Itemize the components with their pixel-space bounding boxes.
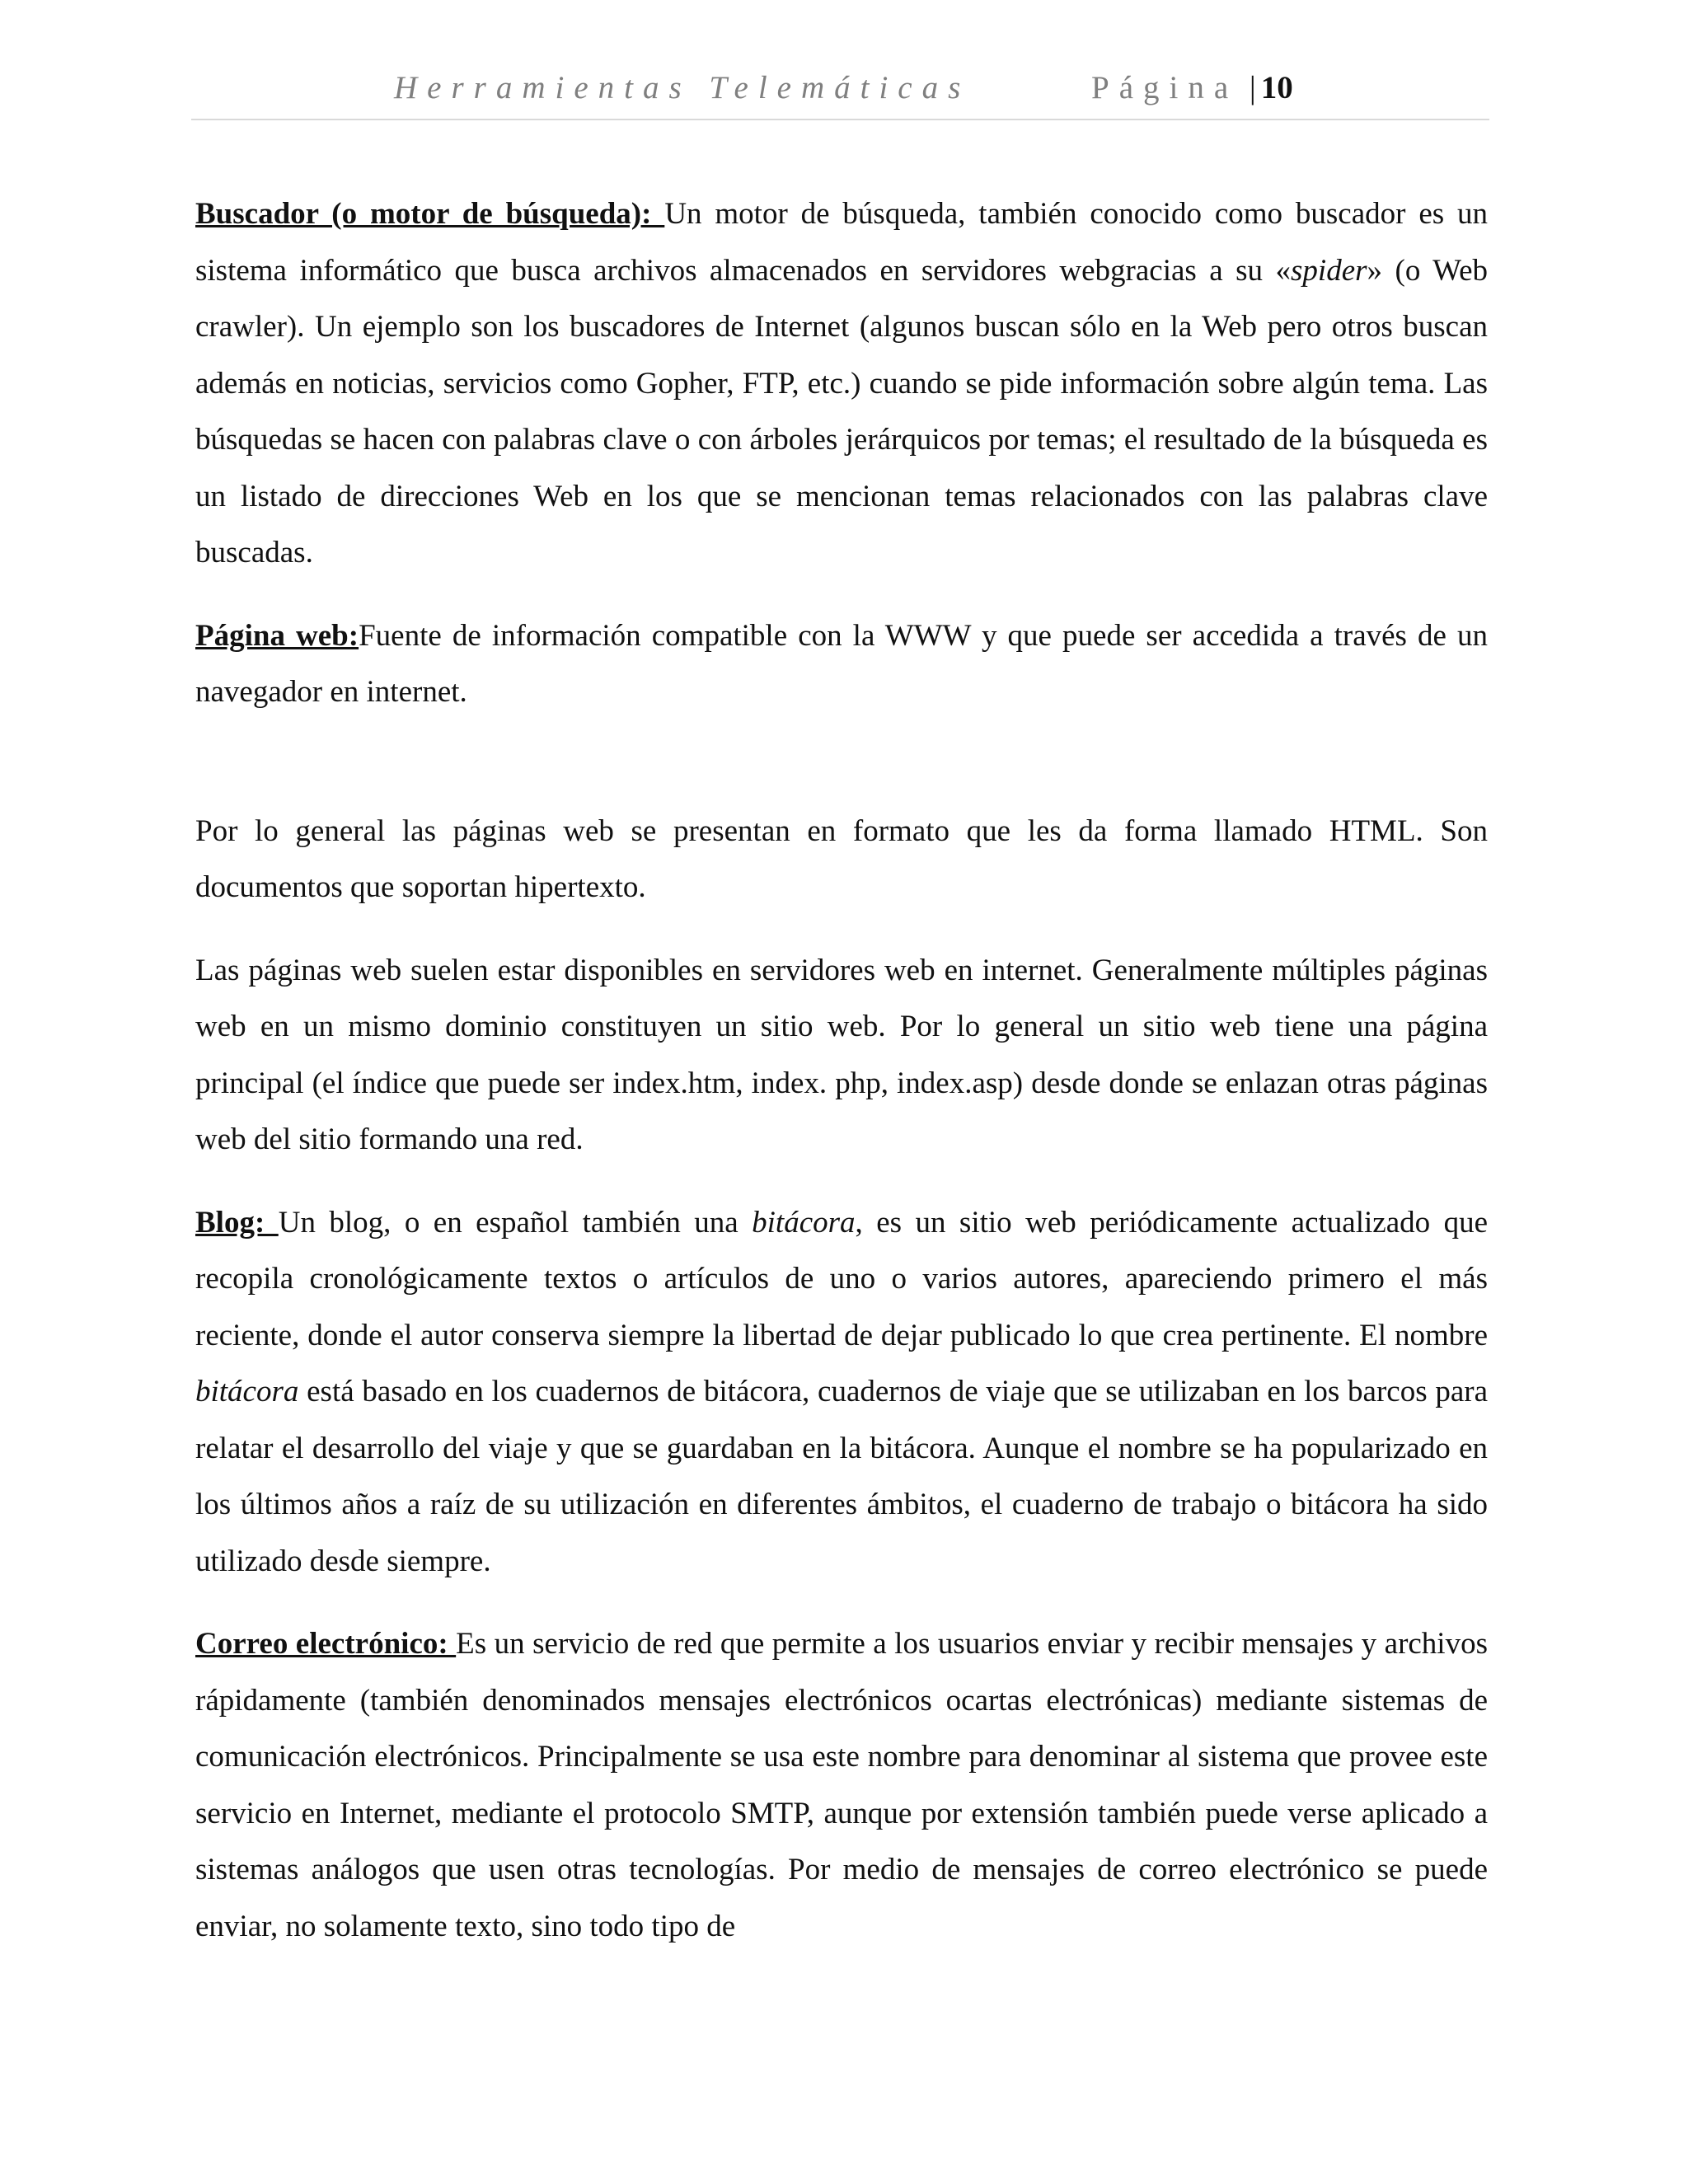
blog-italic-bitacora-1: bitácora	[752, 1205, 856, 1240]
blog-text-3: está basado en los cuadernos de bitácora, cuadernos de viaje que se utilizaban en los barcos para relatar el desarrollo del viaje y que se guardaban en la bitácora. Aunque el nombre se ha popularizado en los últimos años a raíz de su utilización en diferentes ámbitos, el cuaderno de trabajo o bitácora ha sido utilizado desde siempre.	[195, 1375, 1488, 1578]
header-page-indicator	[1091, 69, 1293, 106]
paragraph-pagina-web	[195, 608, 1488, 721]
pagina-web-text: Fuente de información compatible con la WWW y que puede ser accedida a través de un navegador en internet.	[195, 618, 1489, 709]
term-buscador: Buscador (o motor de búsqueda):	[195, 197, 665, 231]
term-pagina-web: Página web:	[195, 618, 359, 653]
blog-italic-bitacora-2: bitácora	[195, 1375, 299, 1408]
paragraph-correo	[195, 1616, 1488, 1955]
page-header	[191, 69, 1489, 120]
paragraph-buscador	[195, 186, 1488, 582]
blog-text-2: , es un sitio web periódicamente actualizado que recopila cronológicamente textos o artículos de uno o varios autores, apareciendo primero el más reciente, donde el autor conserva siempre la libertad de dejar publicado lo que crea pertinente. El nombre	[195, 1205, 1489, 1352]
document-body	[195, 186, 1488, 1981]
correo-text: Es un servicio de red que permite a los usuarios enviar y recibir mensajes y archivos rápidamente (también denominados mensajes electrónicos ocartas electrónicas) mediante sistemas de comunicación electrónicos. Principalmente se usa este nombre para denominar al sistema que provee este servicio en Internet, mediante el protocolo SMTP, aunque por extensión también puede verse aplicado a sistemas análogos que usen otras tecnologías. Por medio de mensajes de correo electrónico se puede enviar, no solamente texto, sino todo tipo de	[195, 1627, 1488, 1943]
term-correo: Correo electrónico:	[195, 1627, 457, 1661]
buscador-text-2: » (o Web crawler). Un ejemplo son los buscadores de Internet (algunos buscan sólo en la Web pero otros buscan además en noticias, servicios como Gopher, FTP, etc.) cuando se pide información sobre algún tema. Las búsquedas se hacen con palabras clave o con árboles jerárquicos por temas; el resultado de la búsqueda es un listado de direcciones Web en los que se mencionan temas relacionados con las palabras clave buscadas.	[195, 253, 1488, 569]
header-title: Herramientas Telemáticas	[394, 70, 971, 105]
pagina-web-html-text: Por lo general las páginas web se presentan en formato que les da forma llamado HTML. Son documentos que soportan hipertexto.	[195, 813, 1488, 904]
paragraph-pagina-web-servidores	[195, 943, 1488, 1169]
blog-text-1: Un blog, o en español también una	[278, 1205, 753, 1240]
paragraph-blog	[195, 1195, 1488, 1591]
buscador-text-1: Un motor de búsqueda, también conocido como buscador es un sistema informático que busca archivos almacenados en servidores webgracias a su «	[195, 197, 1489, 288]
header-page-number: 10	[1260, 70, 1293, 105]
header-page-label: Página	[1091, 70, 1239, 105]
pagina-web-servidores-text: Las páginas web suelen estar disponibles en servidores web en internet. Generalmente múltiples páginas web en un mismo dominio constituyen un sitio web. Por lo general un sitio web tiene una página principal (el índice que puede ser index.htm, index. php, index.asp) desde donde se enlazan otras páginas web del sitio formando una red.	[195, 953, 1488, 1156]
paragraph-pagina-web-html	[195, 804, 1488, 916]
header-separator: |	[1249, 70, 1256, 105]
buscador-italic-spider: spider	[1291, 253, 1367, 288]
term-blog: Blog:	[195, 1205, 279, 1240]
